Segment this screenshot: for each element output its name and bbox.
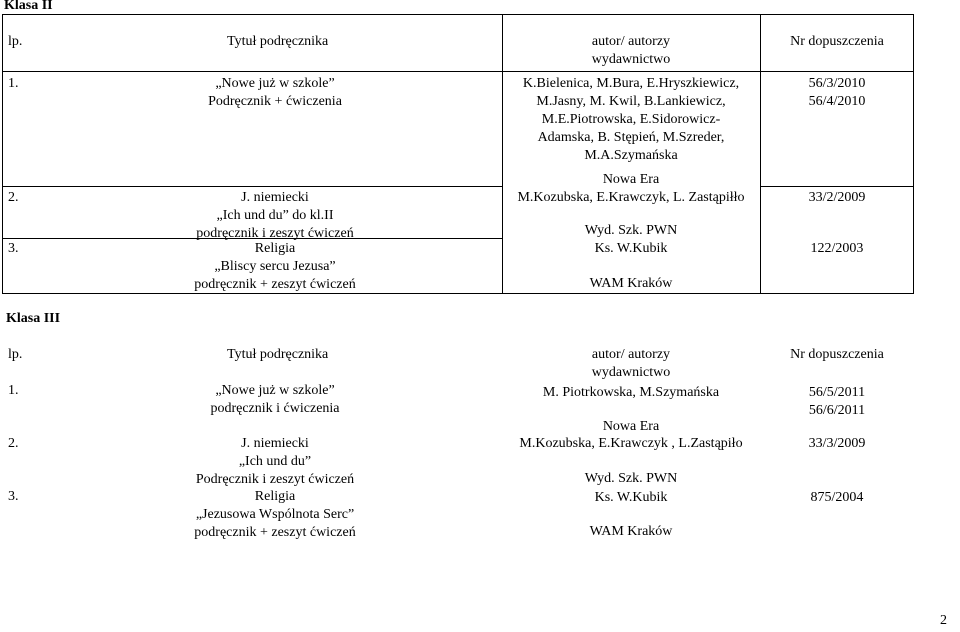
- title-line: podręcznik + zeszyt ćwiczeń: [194, 277, 356, 292]
- title-line: „Nowe już w szkole”: [215, 76, 335, 91]
- klasa2-heading: Klasa II: [4, 0, 53, 13]
- author-line: M.Jasny, M. Kwil, B.Lankiewicz,: [536, 94, 726, 109]
- header-publisher: wydawnictwo: [591, 52, 671, 67]
- title-line: „Nowe już w szkole”: [215, 383, 335, 398]
- author-line: M.A.Szymańska: [584, 148, 678, 163]
- author-line: Adamska, B. Stępień, M.Szreder,: [537, 130, 725, 145]
- header-author: autor/ autorzy: [591, 347, 671, 362]
- row-divider: [2, 238, 502, 239]
- row-divider: [760, 186, 914, 187]
- row-nr: 33/3/2009: [808, 436, 866, 451]
- author-line: K.Bielenica, M.Bura, E.Hryszkiewicz,: [522, 76, 740, 91]
- header-lp: lp.: [8, 34, 23, 49]
- row-lp: 1.: [8, 383, 19, 398]
- title-line: J. niemiecki: [241, 436, 309, 451]
- row-title: [150, 189, 400, 243]
- title-line: Religia: [254, 241, 296, 256]
- nr-line: 56/4/2010: [808, 94, 866, 109]
- row-title: [150, 240, 400, 294]
- row-nr: 875/2004: [810, 490, 864, 505]
- title-line: J. niemiecki: [241, 190, 309, 205]
- row-title: [150, 382, 400, 418]
- header-divider: [2, 71, 914, 72]
- nr-line: 56/5/2011: [808, 385, 866, 400]
- row-divider: [2, 186, 502, 187]
- title-line: Podręcznik i zeszyt ćwiczeń: [195, 472, 355, 487]
- row-authors: Ks. W.Kubik: [594, 241, 668, 256]
- row-authors: M. Piotrkowska, M.Szymańska: [542, 385, 720, 400]
- row-title: [150, 435, 400, 489]
- title-line: „Jezusowa Wspólnota Serc”: [195, 507, 355, 522]
- author-line: M.E.Piotrowska, E.Sidorowicz-: [541, 112, 721, 127]
- row-lp: 1.: [8, 76, 19, 91]
- row-publisher: WAM Kraków: [589, 276, 673, 291]
- header-title: Tytuł podręcznika: [227, 34, 329, 49]
- row-publisher: Nowa Era: [602, 419, 660, 434]
- title-line: podręcznik i zeszyt ćwiczeń: [196, 226, 354, 241]
- klasa3-heading: Klasa III: [6, 311, 61, 326]
- row-publisher: Wyd. Szk. PWN: [584, 223, 678, 238]
- header-title: Tytuł podręcznika: [227, 347, 329, 362]
- row-nr: [760, 384, 914, 420]
- header-publisher: wydawnictwo: [591, 365, 671, 380]
- title-line: „Ich und du”: [238, 454, 312, 469]
- row-lp: 3.: [8, 489, 19, 504]
- row-authors: [502, 75, 760, 165]
- row-lp: 2.: [8, 436, 19, 451]
- row-publisher: Nowa Era: [602, 172, 660, 187]
- nr-line: 56/3/2010: [808, 76, 866, 91]
- row-nr: [760, 75, 914, 111]
- header-nr: Nr dopuszczenia: [790, 347, 884, 362]
- title-line: „Bliscy sercu Jezusa”: [214, 259, 336, 274]
- row-authors: Ks. W.Kubik: [594, 490, 668, 505]
- row-title: [150, 75, 400, 111]
- header-nr: Nr dopuszczenia: [790, 34, 884, 49]
- row-publisher: Wyd. Szk. PWN: [584, 471, 678, 486]
- row-authors: M.Kozubska, E.Krawczyk, L. Zastąpiłło: [517, 190, 745, 205]
- title-line: podręcznik i ćwiczenia: [210, 401, 340, 416]
- title-line: Religia: [254, 489, 296, 504]
- row-lp: 2.: [8, 190, 19, 205]
- title-line: Podręcznik + ćwiczenia: [208, 94, 342, 109]
- title-line: „Ich und du” do kl.II: [216, 208, 334, 223]
- header-lp: lp.: [8, 347, 23, 362]
- row-nr: 122/2003: [810, 241, 864, 256]
- row-lp: 3.: [8, 241, 19, 256]
- row-nr: 33/2/2009: [808, 190, 866, 205]
- nr-line: 56/6/2011: [808, 403, 866, 418]
- title-line: podręcznik + zeszyt ćwiczeń: [194, 525, 356, 540]
- row-authors: M.Kozubska, E.Krawczyk , L.Zastąpiło: [519, 436, 743, 451]
- header-author: autor/ autorzy: [591, 34, 671, 49]
- page-number: 2: [940, 613, 947, 628]
- row-publisher: WAM Kraków: [589, 524, 673, 539]
- row-title: [150, 488, 400, 542]
